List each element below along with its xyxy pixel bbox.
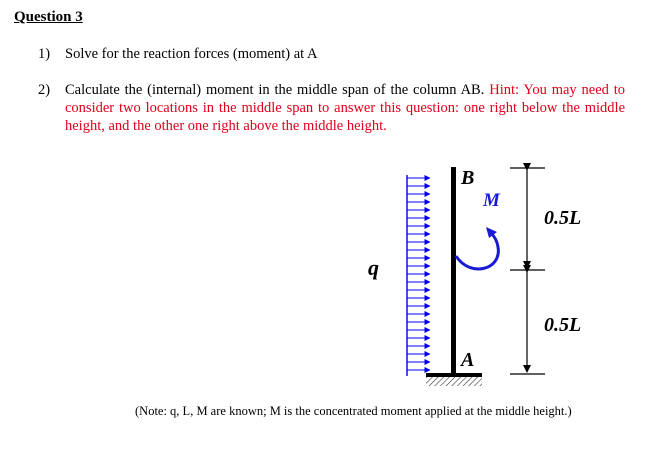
question-2-hint: Hint: You may need to consider two locations in the middle span to answer this question: one right below the middle height, and the other one right above the middle height. bbox=[65, 82, 626, 134]
question-2-text: Calculate the (internal) moment in the middle span of the column AB. bbox=[65, 82, 485, 98]
label-moment: M bbox=[483, 190, 500, 211]
label-dim-lower: 0.5L bbox=[544, 314, 582, 336]
fixed-support-hatch bbox=[426, 377, 482, 386]
question-heading: Question 3 bbox=[14, 9, 83, 25]
question-1-number: 1) bbox=[38, 46, 51, 62]
label-dim-upper: 0.5L bbox=[544, 207, 582, 229]
label-b: B bbox=[461, 167, 475, 189]
question-2-number: 2) bbox=[38, 82, 51, 98]
label-a: A bbox=[461, 349, 475, 371]
moment-arc bbox=[456, 233, 498, 269]
note: (Note: q, L, M are known; M is the concentrated moment applied at the middle height.) bbox=[135, 404, 572, 418]
label-q: q bbox=[368, 255, 379, 280]
column-ab bbox=[451, 167, 456, 373]
support-plate bbox=[426, 373, 482, 377]
distributed-load-arrows bbox=[407, 178, 430, 370]
question-1-text: Solve for the reaction forces (moment) at A bbox=[65, 46, 318, 62]
